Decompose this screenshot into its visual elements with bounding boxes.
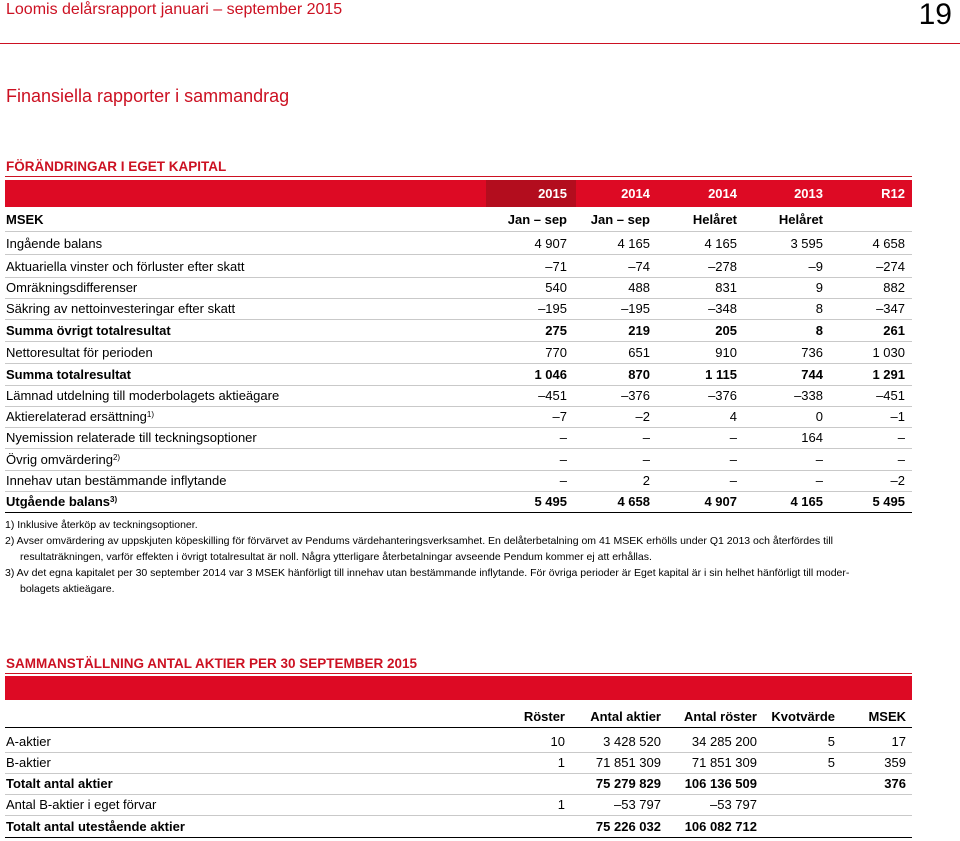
table-row [5,816,912,837]
table-cell: 4 165 [704,236,737,251]
table-row [5,406,912,427]
column-header: Antal aktier [590,709,661,724]
row-label: Innehav utan bestämmande inflytande [6,473,227,488]
row-divider [5,727,912,728]
table-cell: –338 [794,388,823,403]
table-cell: 1 046 [534,367,567,382]
year-header: R12 [881,186,905,201]
table-row [5,491,912,512]
table-cell: 219 [628,323,650,338]
row-label: Antal B-aktier i eget förvar [6,797,157,812]
table-cell: 261 [883,323,905,338]
table-cell: –71 [545,259,567,274]
period-header: Helåret [778,212,823,227]
table-cell: 9 [815,280,823,295]
report-title: Loomis delårsrapport januari – september 2015 [6,1,343,18]
table-cell: 1 [557,755,565,770]
table-cell: – [729,473,737,488]
table-cell: 71 851 309 [691,755,757,770]
table-row [5,256,912,277]
table-cell: 3 595 [790,236,823,251]
table-cell: 106 136 509 [684,776,757,791]
table-cell: – [559,473,567,488]
table-cell: –9 [808,259,823,274]
table-cell: 651 [628,345,650,360]
period-header: Jan – sep [507,212,567,227]
table-cell: – [642,430,650,445]
table-row [5,364,912,385]
table-cell: 359 [884,755,906,770]
column-header: Antal röster [684,709,757,724]
table-cell: –376 [708,388,737,403]
year-header: 2013 [794,186,823,201]
table-cell: 17 [891,734,906,749]
table-cell: 4 907 [704,494,737,509]
table-cell: – [729,452,737,467]
year-header: 2015 [538,186,567,201]
equity-year-bar [5,180,912,207]
table-cell: 4 658 [617,494,650,509]
table-row [5,731,912,752]
row-label: Aktierelaterad ersättning$^{1)}$ [6,409,155,424]
table-cell: – [815,452,823,467]
table-cell: –451 [538,388,567,403]
period-header: Helåret [692,212,737,227]
table-row [5,233,912,254]
table-cell: –74 [628,259,650,274]
table-cell: 4 907 [534,236,567,251]
column-header: Röster [523,709,565,724]
table-cell: – [897,452,905,467]
header-divider [0,43,960,44]
row-label: Nyemission relaterade till teckningsoptioner [6,430,257,445]
table-cell: –348 [708,301,737,316]
table-cell: –347 [876,301,905,316]
footnote-marker: 3) [110,495,118,504]
table-cell: 5 495 [872,494,905,509]
table-cell: 376 [884,776,906,791]
table-cell: 5 [827,734,835,749]
table-cell: 10 [550,734,565,749]
table-row [5,320,912,341]
row-label: A-aktier [6,734,51,749]
table-cell: 8 [815,301,823,316]
table-cell: –195 [538,301,567,316]
row-label: Totalt antal utestående aktier [6,819,185,834]
footnote-marker: 1) [146,410,155,419]
table-row [5,449,912,470]
row-divider [5,231,912,232]
footnote: 1) Inklusive återköp av teckningsoptioner. [5,519,198,531]
table-cell: –53 797 [710,797,757,812]
table-cell: – [559,452,567,467]
row-label: Övrig omvärdering$^{2)}$ [6,452,121,467]
table-cell: 106 082 712 [684,819,757,834]
row-label: B-aktier [6,755,51,770]
table-cell: 2 [642,473,650,488]
shares-header-row [5,706,912,727]
table-cell: –53 797 [614,797,661,812]
table-cell: –2 [635,409,650,424]
table-cell: 4 [729,409,737,424]
row-label: Aktuariella vinster och förluster efter skatt [6,259,245,274]
row-label: Utgående balans$^{3)}$ [6,494,118,509]
row-label: Omräkningsdifferenser [6,280,138,295]
table-cell: 3 428 520 [603,734,661,749]
row-label: Summa totalresultat [6,367,131,382]
row-label: Totalt antal aktier [6,776,113,791]
row-divider [5,512,912,513]
table-cell: – [815,473,823,488]
period-header: Jan – sep [590,212,650,227]
column-header: Kvotvärde [771,709,835,724]
table-cell: 75 226 032 [595,819,661,834]
equity-section-title: FÖRÄNDRINGAR I EGET KAPITAL [6,159,227,174]
table-cell: 736 [801,345,823,360]
table-cell: 4 658 [872,236,905,251]
row-divider [5,837,912,838]
table-cell: 5 495 [534,494,567,509]
year-header: 2014 [621,186,650,201]
footnote: bolagets aktieägare. [20,583,115,595]
table-row [5,385,912,406]
table-cell: –274 [876,259,905,274]
row-label: Ingående balans [6,236,103,251]
table-row [5,277,912,298]
footnote: 2) Avser omvärdering av uppskjuten köpeskilling för förvärvet av Pendums värdehanteringsverksamhet. En delåterbetalning om 41 MSEK erhölls under Q1 2013 och återfördes till [5,535,833,547]
table-row [5,427,912,448]
table-cell: 75 279 829 [595,776,661,791]
table-cell: 34 285 200 [691,734,757,749]
table-cell: 910 [715,345,737,360]
table-cell: 275 [545,323,567,338]
table-cell: 71 851 309 [595,755,661,770]
page-heading: Finansiella rapporter i sammandrag [6,86,290,106]
table-cell: 4 165 [790,494,823,509]
row-label: Summa övrigt totalresultat [6,323,171,338]
row-label: Nettoresultat för perioden [6,345,153,360]
table-cell: 540 [545,280,567,295]
table-cell: – [729,430,737,445]
table-cell: 164 [801,430,823,445]
table-row [5,773,912,794]
table-cell: – [559,430,567,445]
page-number: 19 [918,0,952,31]
table-cell: 488 [628,280,650,295]
table-cell: –2 [890,473,905,488]
table-cell: –1 [890,409,905,424]
shares-section-rule [5,673,912,674]
column-header-label: MSEK [6,212,44,227]
table-cell: 205 [715,323,737,338]
shares-bar [5,676,912,700]
table-cell: –376 [621,388,650,403]
table-row [5,298,912,319]
table-cell: –451 [876,388,905,403]
table-cell: 4 165 [617,236,650,251]
table-cell: 1 [557,797,565,812]
table-cell: 882 [883,280,905,295]
table-cell: – [897,430,905,445]
table-cell: –195 [621,301,650,316]
table-cell: 770 [545,345,567,360]
year-header: 2014 [708,186,737,201]
table-cell: 870 [628,367,650,382]
table-row [5,752,912,773]
table-cell: 8 [815,323,823,338]
table-cell: –278 [708,259,737,274]
shares-section-title: SAMMANSTÄLLNING ANTAL AKTIER PER 30 SEPTEMBER 2015 [6,656,418,671]
table-row [5,342,912,363]
table-cell: 1 291 [872,367,905,382]
table-cell: 744 [801,367,823,382]
equity-header-row [5,209,912,230]
row-divider [5,254,912,255]
table-cell: 1 115 [705,367,737,382]
table-row [5,470,912,491]
table-row [5,794,912,815]
column-header: MSEK [868,709,906,724]
footnote-marker: 2) [112,453,121,462]
equity-section-rule [5,176,912,177]
table-cell: 1 030 [872,345,905,360]
table-cell: 5 [827,755,835,770]
footnote: 3) Av det egna kapitalet per 30 september 2014 var 3 MSEK hänförligt till innehav utan bestämmande inflytande. För övriga perioder är Eget kapital är i sin helhet hänförligt till moder- [5,567,850,579]
table-cell: –7 [552,409,567,424]
row-label: Säkring av nettoinvesteringar efter skatt [6,301,236,316]
table-cell: 0 [815,409,823,424]
footnote: resultaträkningen, varför effekten i övrigt totalresultat är noll. Några ytterligare återbetalningar avseende Pendum kommer ej att erhållas. [20,551,652,563]
table-cell: 831 [715,280,737,295]
table-cell: – [642,452,650,467]
row-label: Lämnad utdelning till moderbolagets aktieägare [6,388,280,403]
